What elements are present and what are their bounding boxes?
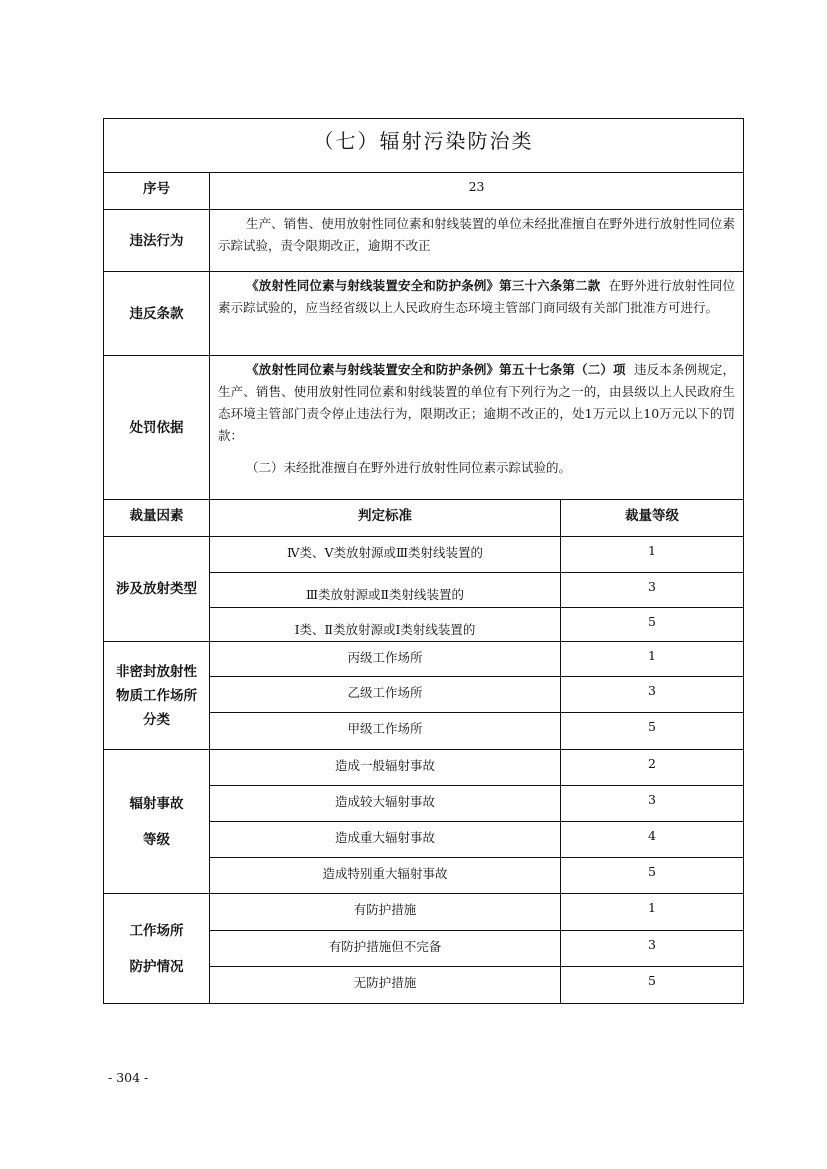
factor-name: [104, 642, 210, 750]
criteria-header: 判定标准: [210, 500, 561, 537]
criterion-cell: 造成特别重大辐射事故: [210, 858, 561, 894]
violation-label: 违法行为: [104, 210, 210, 272]
penalty-basis-label: 处罚依据: [104, 356, 210, 500]
serial-label: 序号: [104, 173, 210, 210]
level-cell: 3: [561, 677, 744, 713]
criterion-cell: 甲级工作场所: [210, 713, 561, 750]
serial-row: [104, 173, 744, 210]
criterion-cell: 有防护措施但不完备: [210, 931, 561, 967]
level-cell: 3: [561, 573, 744, 608]
criterion-cell: 乙级工作场所: [210, 677, 561, 713]
discretion-table: [103, 118, 744, 1004]
page-number: - 304 -: [108, 1070, 149, 1085]
table-row: [104, 642, 744, 677]
penalty-basis-ref: 《放射性同位素与射线装置安全和防护条例》第五十七条第（二）项: [246, 362, 626, 377]
violated-clause-ref: 《放射性同位素与射线装置安全和防护条例》第三十六条第二款: [246, 278, 601, 293]
factor-name: 涉及放射类型: [104, 537, 210, 642]
table-row: [104, 537, 744, 573]
criterion-cell: 造成较大辐射事故: [210, 786, 561, 822]
section-title: （七）辐射污染防治类: [104, 119, 744, 173]
table-row: [104, 894, 744, 931]
table-row: [104, 750, 744, 786]
level-cell: 1: [561, 537, 744, 573]
factor-name-text: 工作场所防护情况: [129, 922, 184, 975]
level-cell: 5: [561, 713, 744, 750]
criterion-cell: Ⅰ类、Ⅱ类放射源或Ⅰ类射线装置的: [210, 608, 561, 642]
penalty-basis-item: （二）未经批准擅自在野外进行放射性同位素示踪试验的。: [246, 460, 572, 475]
level-header: 裁量等级: [561, 500, 744, 537]
level-cell: 3: [561, 931, 744, 967]
level-cell: 5: [561, 858, 744, 894]
violation-cell: [210, 210, 744, 272]
penalty-basis-text: 违反本条例规定，生产、销售、使用放射性同位素和射线装置的单位有下列行为之一的，由县级以上人民政府生态环境主管部门责令停止违法行为，限期改正；逾期不改正的，处1万元以上10万元以下的罚款：: [218, 362, 736, 443]
header-row: [104, 500, 744, 537]
serial-value: 23: [210, 173, 744, 210]
level-cell: 1: [561, 642, 744, 677]
violated-clause-cell: [210, 272, 744, 356]
criterion-cell: 造成重大辐射事故: [210, 822, 561, 858]
violated-clause-label: 违反条款: [104, 272, 210, 356]
criterion-cell: 丙级工作场所: [210, 642, 561, 677]
violated-clause-row: [104, 272, 744, 356]
criterion-cell: Ⅳ类、Ⅴ类放射源或Ⅲ类射线装置的: [210, 537, 561, 573]
penalty-basis-cell: [210, 356, 744, 500]
title-row: [104, 119, 744, 173]
factor-name: [104, 894, 210, 1004]
violation-text: 生产、销售、使用放射性同位素和射线装置的单位未经批准擅自在野外进行放射性同位素示踪试验，责令限期改正，逾期不改正: [218, 216, 736, 253]
factor-name: [104, 750, 210, 894]
penalty-basis-row: [104, 356, 744, 500]
criterion-cell: 有防护措施: [210, 894, 561, 931]
factor-header: 裁量因素: [104, 500, 210, 537]
violation-row: [104, 210, 744, 272]
level-cell: 1: [561, 894, 744, 931]
criterion-cell: Ⅲ类放射源或Ⅱ类射线装置的: [210, 573, 561, 608]
level-cell: 3: [561, 786, 744, 822]
criterion-cell: 无防护措施: [210, 967, 561, 1004]
level-cell: 4: [561, 822, 744, 858]
factor-name-text: 辐射事故等级: [129, 795, 184, 848]
level-cell: 5: [561, 967, 744, 1004]
violated-clause-text: 在野外进行放射性同位素示踪试验的，应当经省级以上人民政府生态环境主管部门商同级有关部门批准方可进行。: [218, 278, 736, 315]
factor-name-text: 非密封放射性物质工作场所分类: [116, 663, 197, 728]
level-cell: 5: [561, 608, 744, 642]
level-cell: 2: [561, 750, 744, 786]
criterion-cell: 造成一般辐射事故: [210, 750, 561, 786]
